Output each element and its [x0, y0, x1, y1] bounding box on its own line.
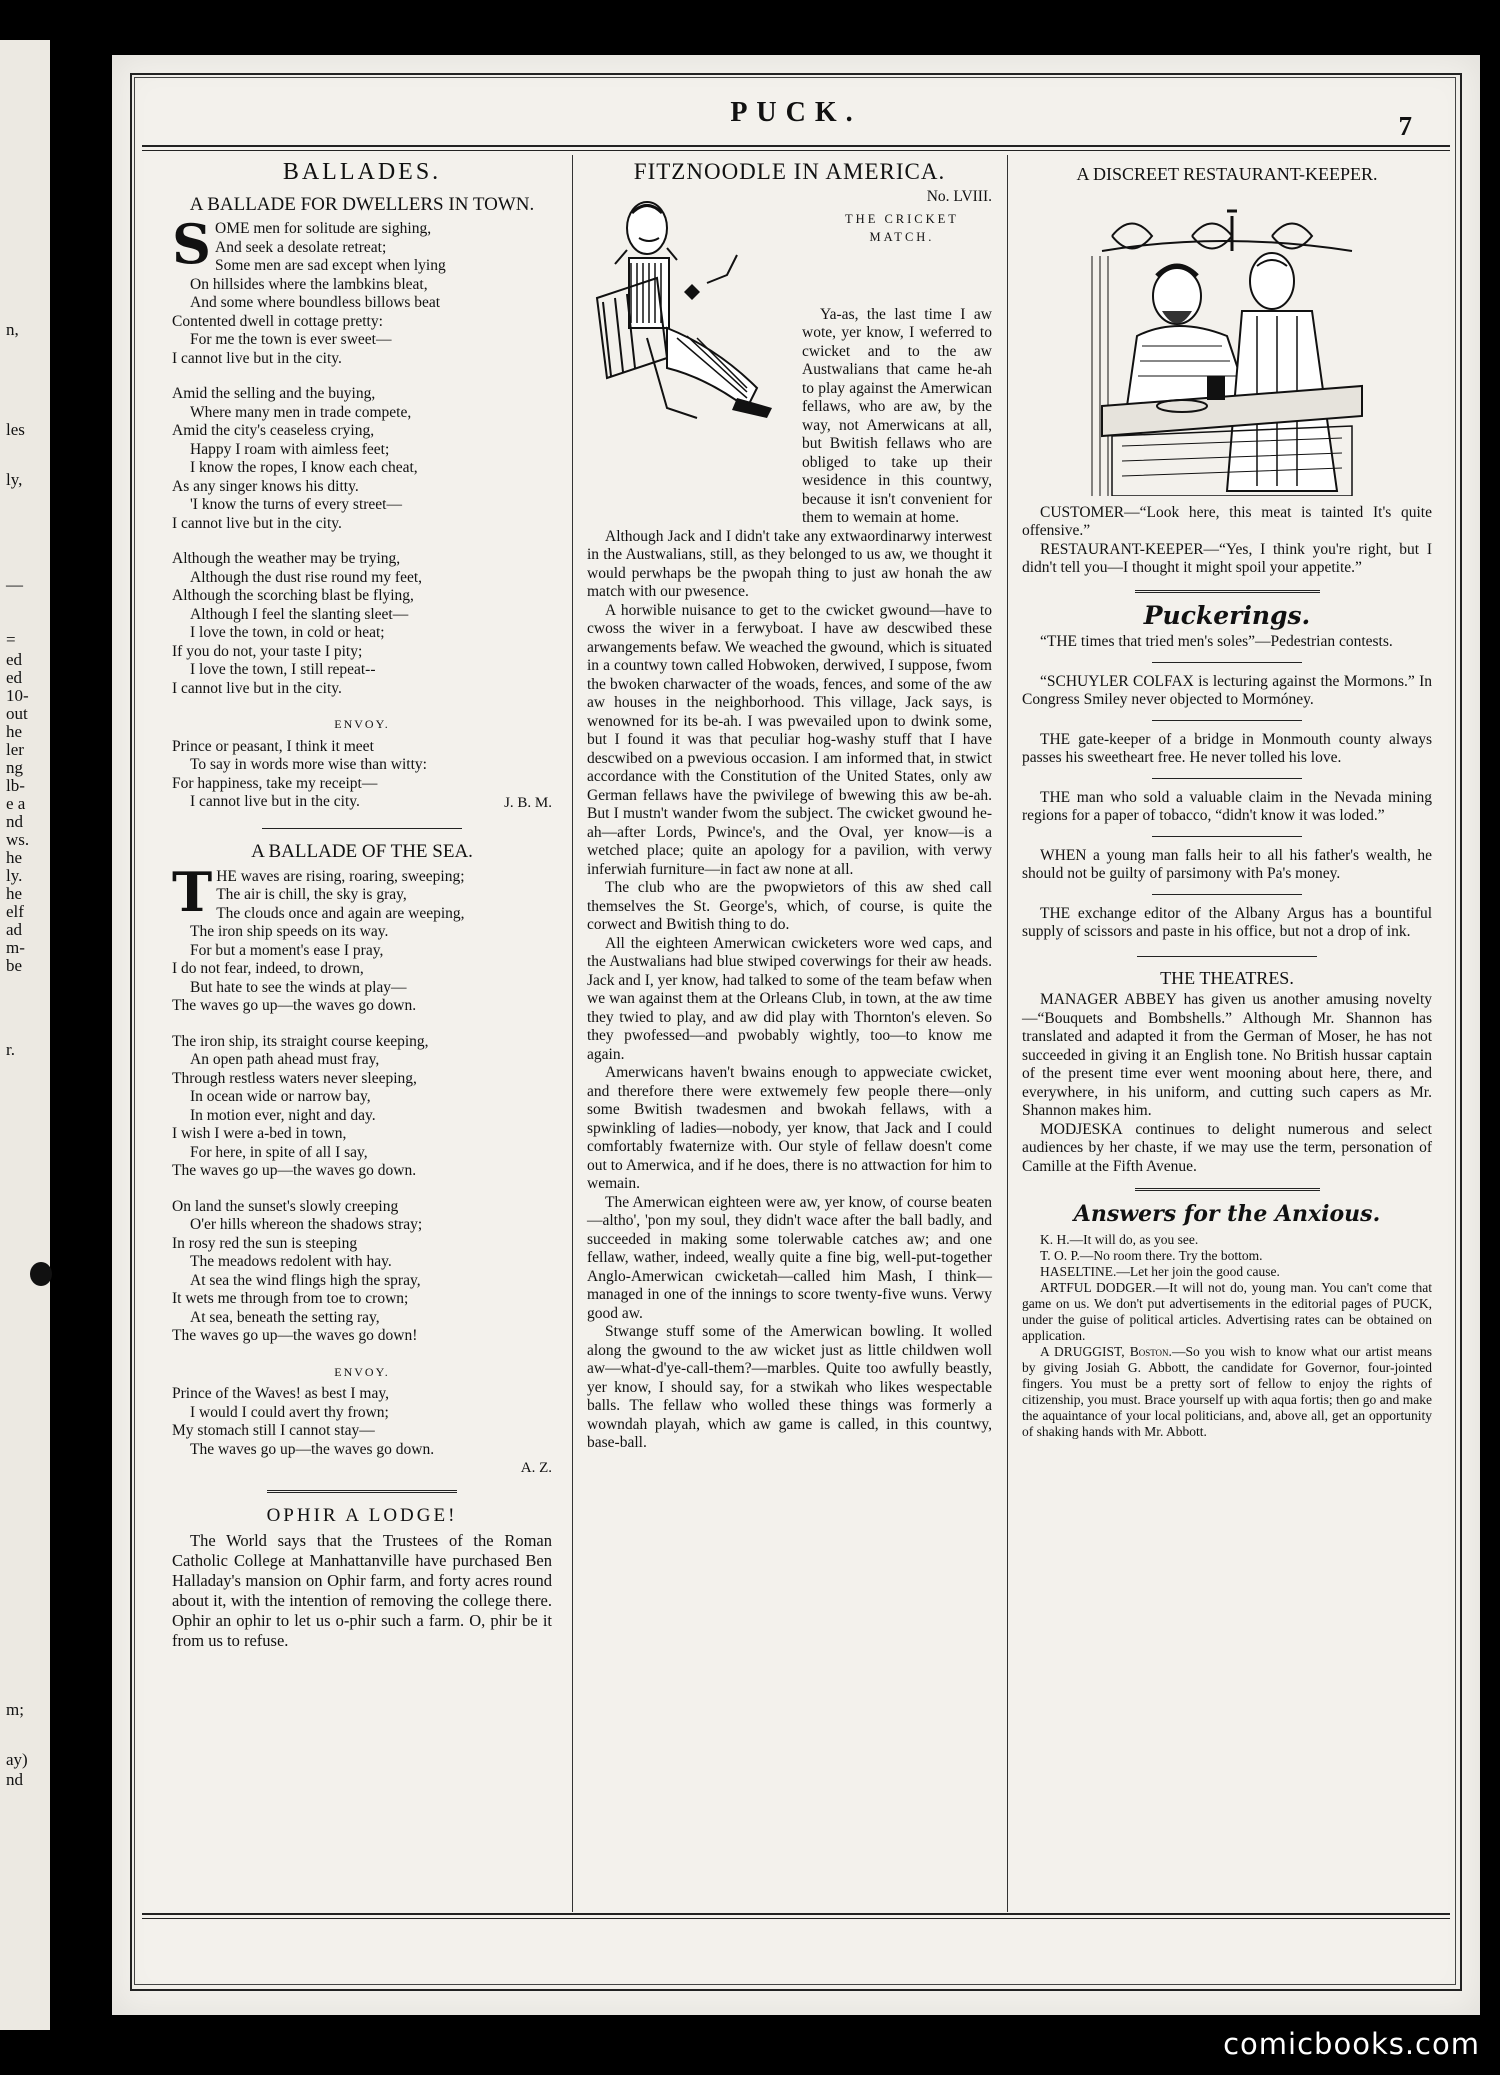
divider	[1135, 1188, 1320, 1193]
divider	[1137, 956, 1317, 957]
column-fitznoodle	[587, 155, 992, 1905]
verse-line: The waves go up—the waves go down.	[190, 1440, 435, 1458]
item	[1022, 541, 1432, 578]
article-paragraph: All the eighteen Amerwican cwicketers wore wed caps, and the Austwalians had blue stwiped coverwings for their aw heads. Jack and I, yer know, had talked to some of the team befaw when we wan against them at the Orleans Club, in town, at the aw time they twied to play, and aw did play with Thornton's eleven. So they pwofessed—and pwobably wightly, too—to know me again.	[587, 934, 992, 1063]
verse-line: The meadows redolent with hay.	[190, 1253, 392, 1270]
verse-line: I love the town, in cold or heat;	[190, 624, 385, 641]
verse-line: The air is chill, the sky is gray,	[216, 886, 407, 903]
verse-line: If you do not, your taste I pity;	[172, 642, 363, 660]
article-paragraph: Ya-as, the last time I aw wote, yer know, I weferred to cwicket and to the aw Austwalians that came he-ah to play against the Amerwican fellaws, who are aw, by the way, not Amerwicans at all, but Bwitish fellaws who are obliged to take up their wesidence in this countwy, because it isn't convenient for them to wemain at home.	[802, 305, 992, 526]
verse-line: O'er hills whereon the shadows stray;	[190, 1216, 423, 1233]
left-page-fragment: out	[6, 704, 28, 723]
verse-line: I would I could avert thy frown;	[190, 1403, 389, 1421]
envoy-label: ENVOY.	[334, 717, 390, 731]
restaurant-cartoon-illustration	[1082, 196, 1372, 496]
fitznoodle-subtitle: THE CRICKET MATCH.	[845, 211, 959, 244]
item-text: —No room there. Try the bottom.	[1079, 1247, 1263, 1263]
puckering-item	[1022, 673, 1432, 710]
divider	[267, 1490, 457, 1495]
drop-cap: S	[172, 212, 211, 276]
stanza	[172, 859, 552, 1016]
ophir-article	[172, 1531, 552, 1651]
verse-line: I cannot live but in the city.	[172, 679, 342, 697]
divider	[1152, 720, 1302, 721]
watermark: comicbooks.com	[1223, 2027, 1480, 2061]
verse-line: Although I feel the slanting sleet—	[190, 605, 409, 623]
left-page-fragment: ws.	[6, 830, 30, 849]
verse-line: I love the town, I still repeat--	[190, 661, 376, 678]
verse-line: Contented dwell in cottage pretty:	[172, 312, 383, 330]
item-text: —“Yes, I think you're right, but I didn't tell you—I thought it might spoil your appetite.”	[1022, 540, 1432, 576]
answers-title: Answers for the Anxious.	[1073, 1201, 1381, 1227]
ballade-sea-title: A BALLADE OF THE SEA.	[251, 841, 473, 862]
stanza	[172, 1033, 552, 1181]
verse-line: But hate to see the winds at play—	[190, 978, 407, 996]
header-rule	[142, 145, 1450, 151]
page	[112, 55, 1480, 2015]
theatres-list	[1022, 991, 1432, 1176]
verse-line: HE waves are rising, roaring, sweeping;	[216, 867, 465, 885]
puckering-item	[1022, 633, 1432, 652]
verse-line: For here, in spite of all I say,	[190, 1143, 368, 1161]
left-page-fragment: nd	[6, 1770, 23, 1789]
item	[1022, 1232, 1432, 1248]
left-page-fragment: —	[6, 575, 23, 594]
verse-line: On land the sunset's slowly creeping	[172, 1197, 399, 1215]
verse-line: In rosy red the sun is steeping	[172, 1234, 358, 1252]
divider	[1135, 590, 1320, 595]
item-lead: “SCHUYLER COLFAX	[1040, 672, 1194, 690]
item-lead: RESTAURANT-KEEPER	[1040, 540, 1204, 558]
left-page-edge	[0, 40, 50, 2030]
verse-line: For me the town is ever sweet—	[190, 331, 392, 348]
verse-line: For but a moment's ease I pray,	[190, 941, 384, 959]
item-text: a young man falls heir to all his father's wealth, he should not be guilty of parsimony with Pa's money.	[1022, 846, 1432, 882]
verse-line: On hillsides where the lambkins bleat,	[190, 275, 428, 293]
left-page-fragment: he	[6, 848, 23, 867]
left-page-fragment: m;	[6, 1700, 24, 1719]
verse-line: Where many men in trade compete,	[190, 403, 412, 421]
puckering-item	[1022, 731, 1432, 768]
item-text: man who sold a valuable claim in the Nevada mining regions for a paper of tobacco, “didn't know it was loded.”	[1022, 788, 1432, 824]
item-text: exchange editor of the Albany Argus has a bountiful supply of scissors and paste in his office, but not a drop of ink.	[1022, 904, 1432, 940]
item	[1022, 504, 1432, 541]
fitznoodle-number: No. LVIII.	[926, 187, 992, 205]
verse-line: At sea the wind flings high the spray,	[190, 1271, 421, 1289]
item	[1022, 1280, 1432, 1344]
left-page-fragment: ler	[6, 740, 24, 759]
item-lead: WHEN	[1040, 846, 1087, 864]
left-page-fragment: ly.	[6, 866, 23, 885]
article-paragraph: Amerwicans haven't bwains enough to appweciate cwicket, and therefore there were extwemely few people there—only some Bwitish twadesmen and bwokah fellaws, with a spwinkling of ladies—nobody, yer know, that Jack and I could comfortably fwaternize with. Our style of fellaw doesn't come out to Amerwica, and if he does, there is no attwaction for him to wemain.	[587, 1064, 992, 1192]
restaurant-caption	[1022, 504, 1432, 578]
fitznoodle-title: FITZNOODLE IN AMERICA.	[633, 159, 946, 184]
left-page-fragment: ad	[6, 920, 23, 939]
ophir-text: The World says that the Trustees of the Roman Catholic College at Manhattanville have purchased Ben Halladay's mansion on Ophir farm, and forty acres round about it, with the intention of removing the college there. Ophir an ophir to let us o-phir such a farm. O, phir be it from us to refuse.	[172, 1531, 552, 1650]
left-page-fragment: e a	[6, 794, 26, 813]
envoy-label: ENVOY.	[334, 1364, 390, 1379]
verse-line: Amid the city's ceaseless crying,	[172, 422, 375, 439]
ballade-town	[172, 212, 552, 698]
ophir-title: OPHIR A LODGE!	[266, 1504, 458, 1526]
verse-line: My stomach still I cannot stay—	[172, 1422, 375, 1439]
item-lead: T. O. P.	[1040, 1247, 1080, 1263]
verse-line: To say in words more wise than witty:	[190, 756, 427, 773]
verse-line: At sea, beneath the setting ray,	[190, 1308, 380, 1326]
stanza	[172, 1198, 552, 1346]
footer-rule	[142, 1913, 1450, 1919]
divider	[1152, 894, 1302, 895]
verse-line: And seek a desolate retreat;	[215, 238, 387, 256]
item-lead: MODJESKA	[1040, 1120, 1123, 1138]
verse-line: 'I know the turns of every street—	[190, 496, 402, 513]
punch-hole	[30, 1262, 52, 1286]
item-lead: THE	[1040, 788, 1071, 806]
column-rule-1	[572, 155, 573, 1912]
verse-line: Although the weather may be trying,	[172, 550, 401, 567]
item	[1022, 1264, 1432, 1280]
left-page-fragment: m-	[6, 938, 25, 957]
left-page-fragment: 10-	[6, 686, 29, 705]
article-paragraph: Stwange stuff some of the Amerwican bowling. It wolled along the gwound to the aw wicket just as little childwen woll aw—what-d'ye-call-them?—marbles. Quite too awfully beastly, yer know, I should say, for a stwikah who likes wespectable balls. The fellaw who wolled these things was formerly a wowndah playah, which aw game is called, in this countwy, base-ball.	[587, 1323, 992, 1451]
drop-cap: T	[172, 859, 213, 924]
fitznoodle-cartoon-illustration	[587, 188, 792, 438]
left-page-fragment: ed	[6, 650, 23, 669]
verse-line: I cannot live but in the city.	[190, 793, 360, 810]
left-page-fragment: n,	[6, 320, 19, 339]
verse-line: Through restless waters never sleeping,	[172, 1069, 417, 1087]
theatres-title: THE THEATRES.	[1160, 967, 1294, 988]
item-lead: THE	[1040, 904, 1071, 922]
verse-line: Prince of the Waves! as best I may,	[172, 1385, 389, 1402]
left-page-fragment: ay)	[6, 1750, 28, 1769]
masthead: PUCK.	[730, 97, 862, 128]
left-page-fragment: he	[6, 722, 23, 741]
signature-az: A. Z.	[520, 1460, 552, 1476]
verse-line: Although the dust rise round my feet,	[190, 568, 423, 586]
ballades-title: BALLADES.	[282, 159, 442, 185]
verse-line: I do not fear, indeed, to drown,	[172, 960, 364, 977]
item-text: —Let her join the good cause.	[1116, 1263, 1280, 1279]
stanza	[172, 550, 552, 698]
item-text: continues to delight numerous and select audiences by her chaste, if we may use the term, personation of Camille at the Fifth Avenue.	[1022, 1120, 1432, 1175]
verse-line: Amid the selling and the buying,	[172, 385, 376, 402]
divider	[1152, 662, 1302, 663]
article-paragraph: The Amerwican eighteen were aw, yer know, of course beaten—altho', 'pon my soul, they didn't wace after the ball badly, and succeeded in making some tolerwable catches aw; and one fellaw, wather, indeed, weally quite a fine big, well-put-together Anglo-Amerwican cwicketah—called him Mash, I think—managed in one of the innings to score twenty-five wuns. Verwy good aw.	[587, 1193, 992, 1322]
item-text: —It will do, as you see.	[1069, 1231, 1199, 1247]
item-text: has given us another amusing novelty—“Bouquets and Bombshells.” Although Mr. Shannon has translated and adapted it from the German of Moser, he has not succeeded in giving it an English tone. No British hussar captain of the present time ever went mooning about here, there, and everywhere, in his uniform, and cutting such capers as Mr. Shannon makes him.	[1022, 991, 1432, 1119]
verse-line: I know the ropes, I know each cheat,	[190, 459, 418, 476]
verse-line: I cannot live but in the city.	[172, 514, 342, 532]
left-page-fragment: ng	[6, 758, 23, 777]
stanza	[172, 385, 552, 533]
fitznoodle-article	[587, 306, 992, 1453]
item-lead: MANAGER ABBEY	[1040, 991, 1177, 1008]
ballade-sea-envoy	[172, 1385, 552, 1459]
restaurant-cartoon-title: A DISCREET RESTAURANT-KEEPER.	[1076, 164, 1378, 184]
verse-line: An open path ahead must fray,	[190, 1051, 380, 1068]
signature-jbm: J. B. M.	[504, 794, 552, 811]
article-paragraph: Although Jack and I didn't take any extwaordinarwy interwest in the Austwalians, still, as they belonged to us aw, we thought it would perwhaps be the pwopah thing to just aw honah the aw match with our pwesence.	[587, 527, 992, 600]
puckering-item	[1022, 905, 1432, 942]
puckerings-list	[1022, 633, 1432, 942]
puckerings-title: Puckerings.	[1143, 600, 1311, 630]
puckering-item	[1022, 789, 1432, 826]
article-paragraph: A horwible nuisance to get to the cwicket gwound—have to cwoss the wiver in a ferwyboat. I have aw descwibed these arwangements befaw. We weached the gwound, which is situated in a countwy town called Hobwoken, derwived, I suppose, fwom the bwoken charwacter of the woads, fences, and some of the aw aw houses in the neighborhood. This village, Jack says, is wenowned for its be-ah. I was pwevailed upon to dwink some, but I found it was that peculiar hog-washy stuff that I have descwibed on a pwevious occasion. I am informed that, in stwict accordance with the Constitution of the United States, only aw German fellaws have the pwivilege of bwewing this aw be-ah. But I mustn't wander fwom the subject. The cwicket gwound he-ah—after Lords, Pwince's, and the Oval, yer know—is a wetched place; quite an apology for a pavilion, with verwy inferwiah furniture—in fact aw none at all.	[587, 601, 992, 878]
verse-line: The waves go up—the waves go down.	[172, 1162, 417, 1179]
left-page-fragment: les	[6, 420, 25, 439]
left-page-fragment: nd	[6, 812, 23, 831]
verse-line: And some where boundless billows beat	[190, 294, 441, 311]
page-number: 7	[1398, 111, 1412, 141]
verse-line: Happy I roam with aimless feet;	[190, 440, 390, 458]
verse-line: In ocean wide or narrow bay,	[190, 1088, 371, 1105]
verse-line: The iron ship, its straight course keeping,	[172, 1032, 429, 1050]
divider	[1152, 836, 1302, 837]
verse-line: Prince or peasant, I think it meet	[172, 737, 374, 755]
left-page-fragment: r.	[6, 1040, 15, 1059]
verse-line: I cannot live but in the city.	[172, 349, 342, 367]
verse-line: The iron ship speeds on its way.	[190, 923, 389, 940]
stanza	[172, 212, 552, 368]
item-text: —“Look here, this meat is tainted It's quite offensive.”	[1022, 503, 1432, 539]
verse-line: For happiness, take my receipt—	[172, 774, 378, 792]
item-lead: A DRUGGIST, Boston.	[1040, 1343, 1172, 1359]
verse-line: The waves go up—the waves go down.	[172, 997, 417, 1014]
column-rule-2	[1007, 155, 1008, 1912]
item	[1022, 991, 1432, 1121]
item-lead: THE	[1040, 730, 1071, 748]
fitznoodle-header-block	[587, 188, 992, 438]
left-page-fragment: be	[6, 956, 23, 975]
item-lead: ARTFUL DODGER.	[1040, 1279, 1156, 1295]
left-page-fragment: elf	[6, 902, 24, 921]
ballade-sea	[172, 859, 552, 1346]
verse-line: Some men are sad except when lying	[215, 257, 446, 274]
ballade-town-title: A BALLADE FOR DWELLERS IN TOWN.	[189, 193, 535, 215]
item-text: is lecturing against the Mormons.” In Congress Smiley never objected to Mormóney.	[1022, 672, 1432, 708]
verse-line: Although the scorching blast be flying,	[172, 587, 414, 604]
item	[1022, 1248, 1432, 1264]
item-lead: K. H.	[1040, 1231, 1070, 1247]
verse-line: In motion ever, night and day.	[190, 1106, 376, 1124]
item-lead: CUSTOMER	[1040, 503, 1125, 521]
left-page-fragment: ly,	[6, 470, 23, 489]
puckering-item	[1022, 847, 1432, 884]
answers-list	[1022, 1232, 1432, 1440]
left-page-fragment: he	[6, 884, 23, 903]
left-page-fragment: lb-	[6, 776, 25, 795]
column-ballades	[172, 155, 552, 1905]
article-paragraph: The club who are the pwopwietors of this aw shed call themselves the St. George's, which, of course, is quite the corwect and Bwitish thing to do.	[587, 879, 992, 933]
left-page-fragment: =	[6, 630, 16, 649]
verse-line: OME men for solitude are sighing,	[215, 220, 432, 237]
item	[1022, 1344, 1432, 1440]
item-lead: HASELTINE.	[1040, 1263, 1117, 1279]
column-miscellany	[1022, 155, 1432, 1905]
item-text: —It will not do, young man. You can't come that game on us. We don't put advertisements in the editorial pages of PUCK, under the guise of political articles. Advertising rates can be obtained on application.	[1022, 1279, 1432, 1343]
verse-line: As any singer knows his ditty.	[172, 477, 359, 495]
item	[1022, 1121, 1432, 1177]
verse-line: The waves go up—the waves go down!	[172, 1327, 418, 1344]
left-page-fragment: ed	[6, 668, 23, 687]
verse-line: It wets me through from toe to crown;	[172, 1290, 409, 1307]
divider	[262, 828, 462, 829]
item-text: gate-keeper of a bridge in Monmouth county always passes his sweetheart free. He never tolled his love.	[1022, 730, 1432, 766]
item-text: —So you wish to know what our artist means by giving Josiah G. Abbott, the candidate for Governor, four-jointed fingers. You must be a pretty sort of fellow to enjoy the rights of citizenship, you must. Brace yourself up with aqua fortis; then go and make the aquaintance of your local politicians, and, above all, get an opportunity of shaking hands with Mr. Abbott.	[1022, 1343, 1432, 1439]
item-text: times that tried men's soles”—Pedestrian contests.	[1077, 633, 1393, 650]
item-lead: “THE	[1040, 633, 1078, 650]
divider	[1152, 778, 1302, 779]
verse-line: I wish I were a-bed in town,	[172, 1125, 347, 1142]
verse-line: The clouds once and again are weeping,	[216, 904, 465, 922]
